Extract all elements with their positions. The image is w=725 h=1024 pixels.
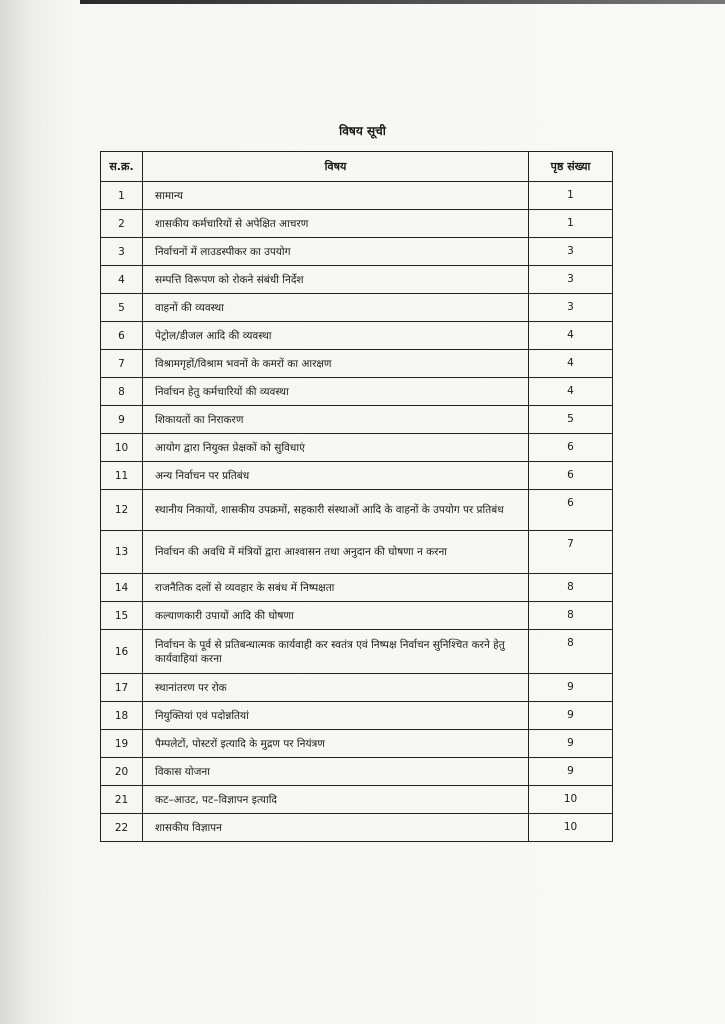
row-sno: 18 <box>101 702 143 730</box>
table-row <box>101 602 613 630</box>
table-row <box>101 294 613 322</box>
row-sno: 15 <box>101 602 143 630</box>
row-sno: 14 <box>101 574 143 602</box>
row-page: 4 <box>529 350 613 378</box>
table-row <box>101 674 613 702</box>
header-page: पृष्ठ संख्या <box>529 152 613 182</box>
row-page: 6 <box>529 490 613 531</box>
table-row <box>101 531 613 574</box>
row-page: 1 <box>529 210 613 238</box>
table-row <box>101 406 613 434</box>
table-row <box>101 210 613 238</box>
row-page: 5 <box>529 406 613 434</box>
row-sno: 12 <box>101 490 143 531</box>
header-subject: विषय <box>143 152 529 182</box>
row-page: 3 <box>529 294 613 322</box>
row-subject: अन्य निर्वाचन पर प्रतिबंध <box>143 462 529 490</box>
contents-table <box>100 151 613 842</box>
row-page: 8 <box>529 630 613 674</box>
table-row <box>101 758 613 786</box>
row-page: 3 <box>529 266 613 294</box>
table-row <box>101 350 613 378</box>
row-page: 8 <box>529 574 613 602</box>
table-row <box>101 702 613 730</box>
row-subject: निर्वाचन के पूर्व से प्रतिबन्धात्मक कार्यवाही कर स्वतंत्र एवं निष्पक्ष निर्वाचन सुनिश्चित करने हेतु कार्यवाहियां करना <box>143 630 529 674</box>
table-row <box>101 462 613 490</box>
row-page: 6 <box>529 434 613 462</box>
row-sno: 5 <box>101 294 143 322</box>
table-row <box>101 322 613 350</box>
page-title: विषय सूची <box>339 124 386 138</box>
row-sno: 2 <box>101 210 143 238</box>
table-row <box>101 630 613 674</box>
row-sno: 13 <box>101 531 143 574</box>
row-subject: निर्वाचनों में लाउडस्पीकर का उपयोग <box>143 238 529 266</box>
row-subject: पेट्रोल/डीजल आदि की व्यवस्था <box>143 322 529 350</box>
row-subject: राजनैतिक दलों से व्यवहार के सबंध में निष्पक्षता <box>143 574 529 602</box>
row-subject: शिकायतों का निराकरण <box>143 406 529 434</box>
row-sno: 21 <box>101 786 143 814</box>
row-sno: 10 <box>101 434 143 462</box>
row-sno: 3 <box>101 238 143 266</box>
row-page: 7 <box>529 531 613 574</box>
row-page: 9 <box>529 758 613 786</box>
row-sno: 8 <box>101 378 143 406</box>
table-row <box>101 182 613 210</box>
table-header-row <box>101 152 613 182</box>
row-subject: शासकीय कर्मचारियों से अपेक्षित आचरण <box>143 210 529 238</box>
row-page: 4 <box>529 378 613 406</box>
row-sno: 7 <box>101 350 143 378</box>
header-sno: स.क्र. <box>101 152 143 182</box>
table-row <box>101 730 613 758</box>
row-subject: कट–आउट, पट–विज्ञापन इत्यादि <box>143 786 529 814</box>
row-sno: 19 <box>101 730 143 758</box>
table-row <box>101 574 613 602</box>
row-subject: पैम्पलेटों, पोस्टरों इत्यादि के मुद्रण पर नियंत्रण <box>143 730 529 758</box>
row-subject: विकास योजना <box>143 758 529 786</box>
row-page: 4 <box>529 322 613 350</box>
table-row <box>101 266 613 294</box>
row-page: 9 <box>529 674 613 702</box>
row-subject: निर्वाचन हेतु कर्मचारियों की व्यवस्था <box>143 378 529 406</box>
table-row <box>101 490 613 531</box>
row-sno: 11 <box>101 462 143 490</box>
row-subject: नियुक्तियां एवं पदोन्नतियां <box>143 702 529 730</box>
row-subject: स्थानांतरण पर रोक <box>143 674 529 702</box>
row-subject: शासकीय विज्ञापन <box>143 814 529 842</box>
row-subject: आयोग द्वारा नियुक्त प्रेक्षकों को सुविधाएं <box>143 434 529 462</box>
table-row <box>101 238 613 266</box>
row-sno: 16 <box>101 630 143 674</box>
row-page: 8 <box>529 602 613 630</box>
row-page: 9 <box>529 730 613 758</box>
row-page: 10 <box>529 786 613 814</box>
table-row <box>101 378 613 406</box>
row-sno: 22 <box>101 814 143 842</box>
page-edge-shadow <box>80 0 725 4</box>
row-page: 1 <box>529 182 613 210</box>
row-subject: स्थानीय निकायों, शासकीय उपक्रमों, सहकारी संस्थाओं आदि के वाहनों के उपयोग पर प्रतिबंध <box>143 490 529 531</box>
row-subject: विश्रामगृहों/विश्राम भवनों के कमरों का आरक्षण <box>143 350 529 378</box>
row-sno: 9 <box>101 406 143 434</box>
row-page: 10 <box>529 814 613 842</box>
row-sno: 20 <box>101 758 143 786</box>
row-subject: सम्पत्ति विरूपण को रोकने संबंधी निर्देश <box>143 266 529 294</box>
row-page: 9 <box>529 702 613 730</box>
row-sno: 4 <box>101 266 143 294</box>
row-subject: सामान्य <box>143 182 529 210</box>
row-subject: कल्याणकारी उपायों आदि की घोषणा <box>143 602 529 630</box>
row-sno: 6 <box>101 322 143 350</box>
row-page: 6 <box>529 462 613 490</box>
table-row <box>101 814 613 842</box>
row-subject: निर्वाचन की अवधि में मंत्रियों द्वारा आश्वासन तथा अनुदान की घोषणा न करना <box>143 531 529 574</box>
row-subject: वाहनों की व्यवस्था <box>143 294 529 322</box>
table-row <box>101 786 613 814</box>
row-page: 3 <box>529 238 613 266</box>
row-sno: 1 <box>101 182 143 210</box>
table-row <box>101 434 613 462</box>
row-sno: 17 <box>101 674 143 702</box>
